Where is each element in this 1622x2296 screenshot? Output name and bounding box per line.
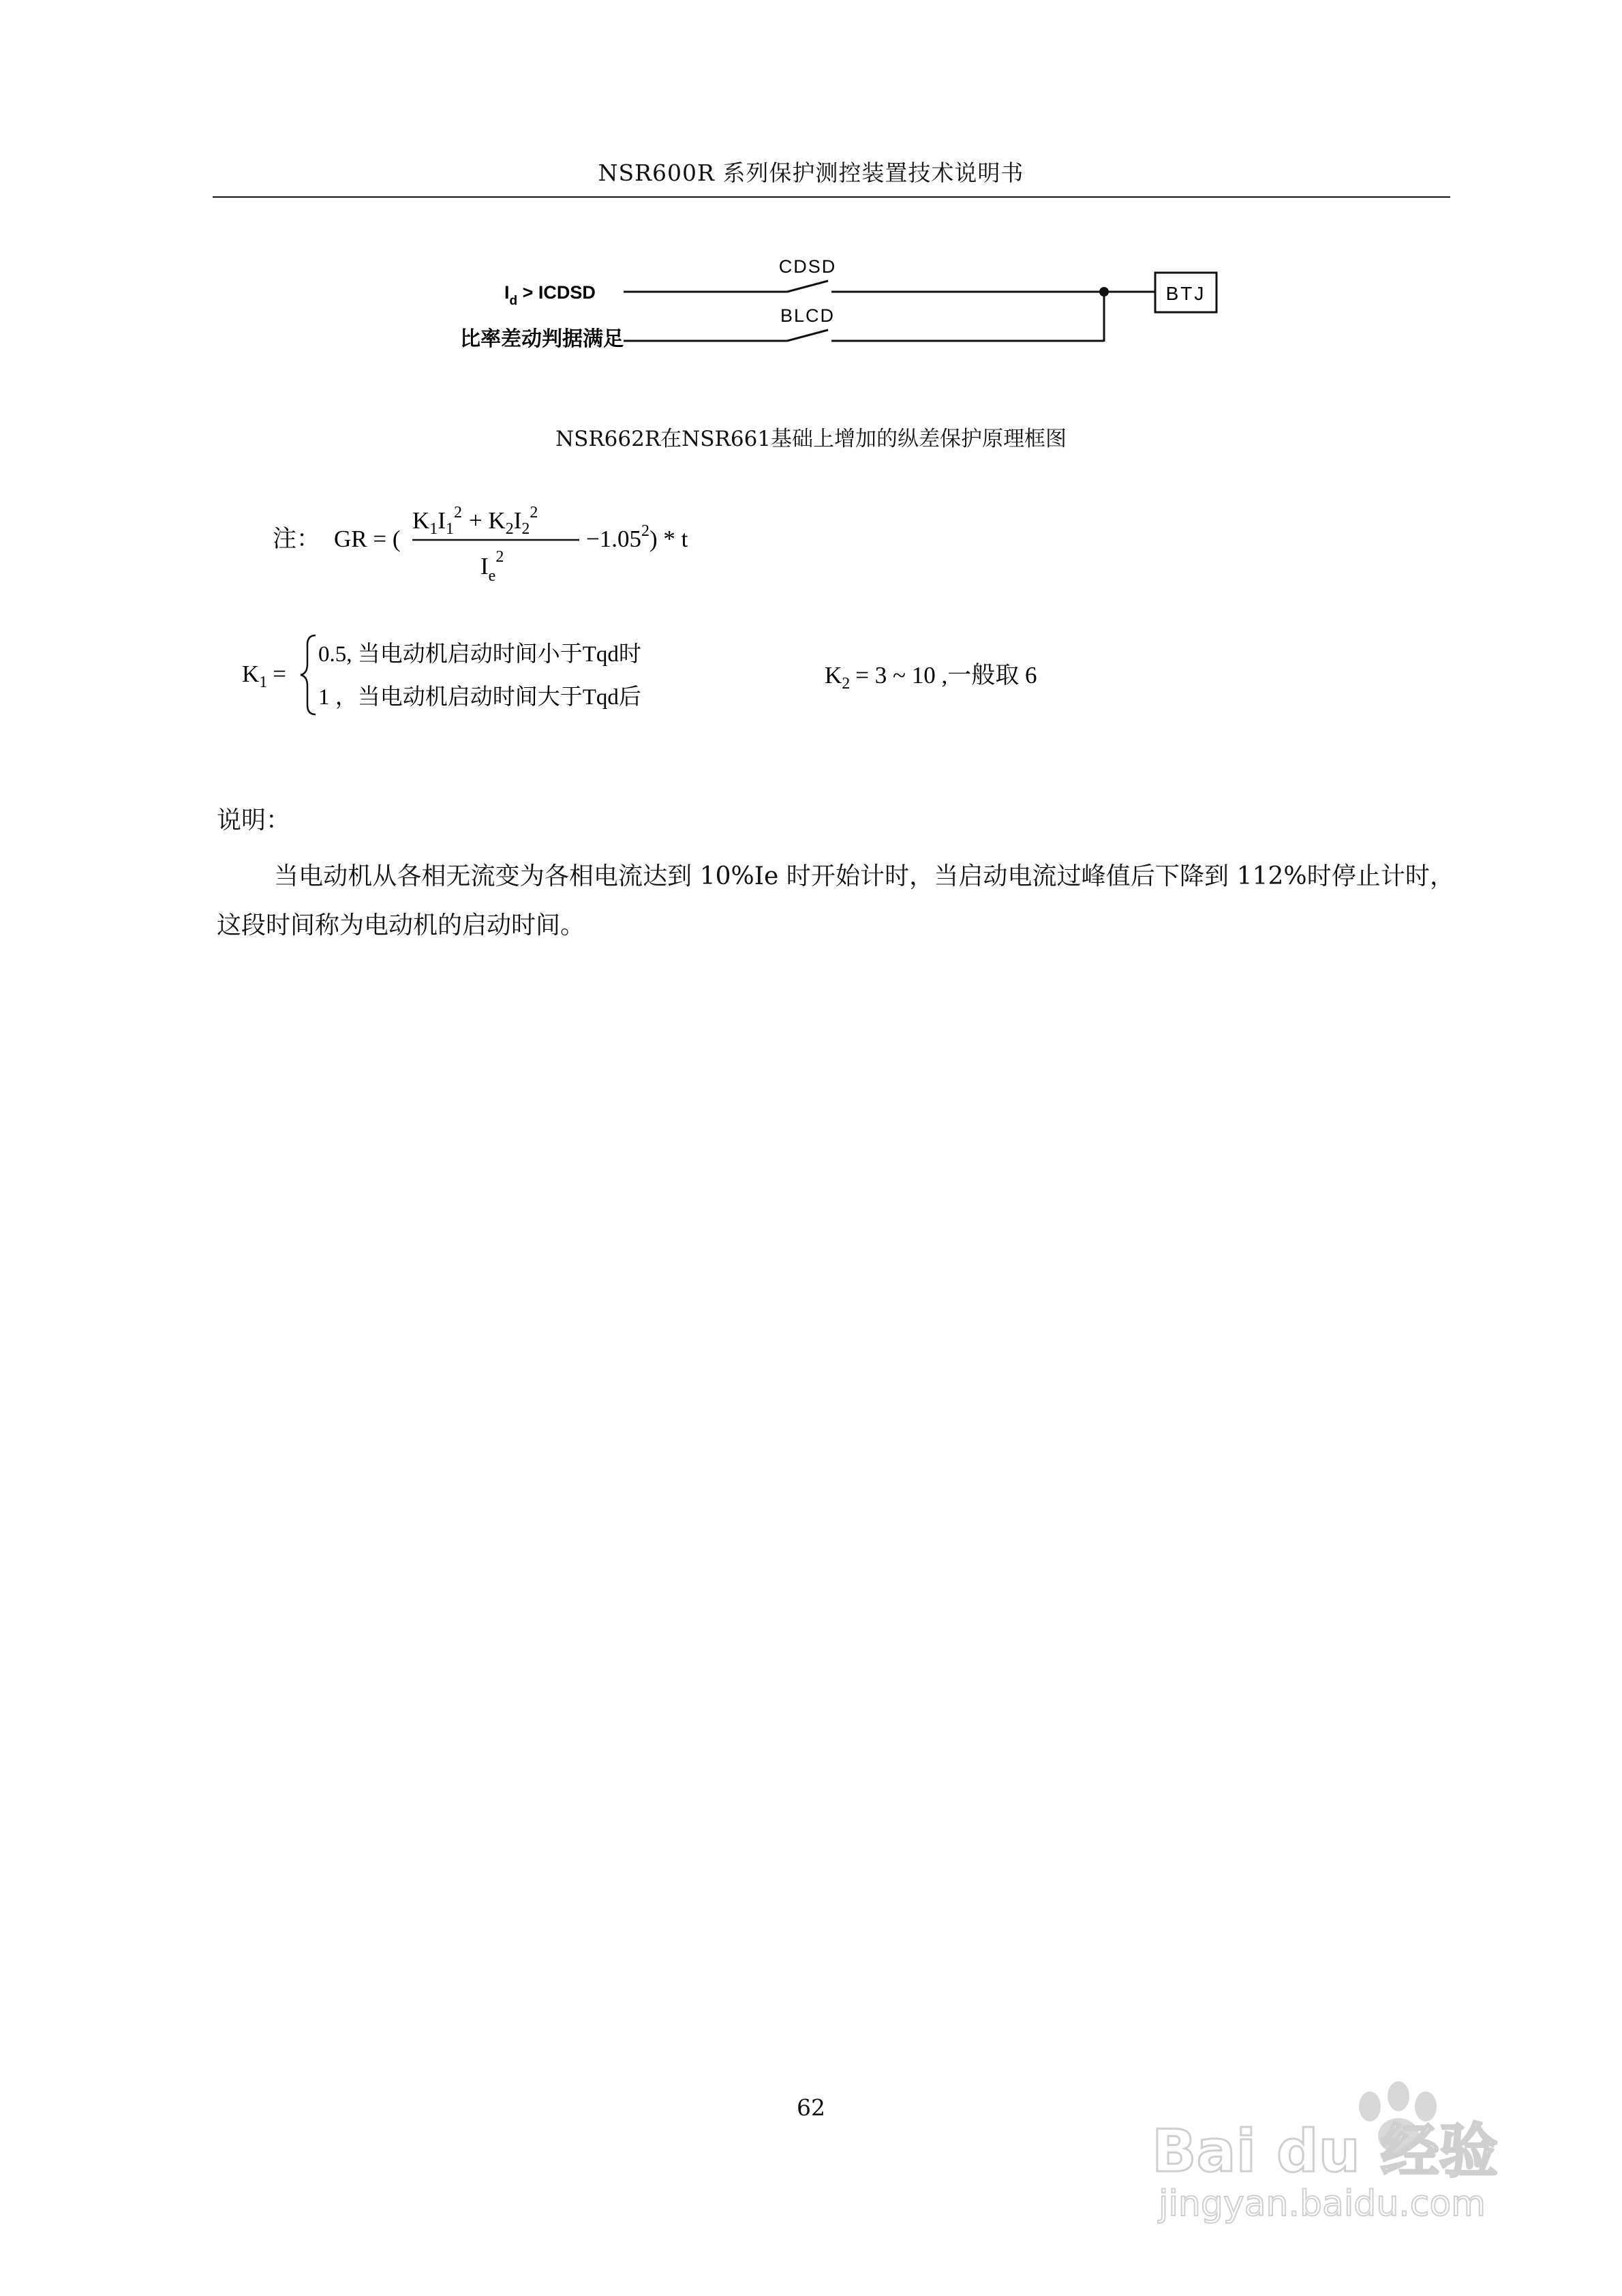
switch-1-blade <box>787 281 828 292</box>
watermark-brand: Bai du 经验 <box>1152 2117 1498 2186</box>
formula-numerator: $K_1I_1^2 + K_2I_2^2$ <box>412 504 538 538</box>
explanation-label: 说明： <box>217 806 291 834</box>
switch-2-label: BLCD <box>780 305 836 326</box>
input-2-label: 比率差动判据满足 <box>460 328 624 350</box>
k1-brace <box>301 635 316 714</box>
explanation-paragraph: 当电动机从各相无流变为各相电流达到 10%Ie 时开始计时，当启动电流过峰值后下降到 112%时停止计时，这段时间称为电动机的启动时间。 <box>217 862 1454 939</box>
output-label: BTJ <box>1165 283 1206 304</box>
baidu-jingyan-watermark <box>1145 2076 1554 2226</box>
k1-case-1: 0.5, 当电动机启动时间小于Tqd时 <box>318 642 641 667</box>
k2-definition: $K_2 = 3$ ~ 10 ,一般取 6 <box>825 662 1037 693</box>
watermark-url: jingyan.baidu.com <box>1159 2184 1486 2224</box>
formula-lhs: GR = ( <box>334 526 401 552</box>
input-1-label: $I_d$ > ICDSD <box>504 282 596 308</box>
protection-logic-diagram <box>382 245 1268 368</box>
header-rule <box>213 196 1450 198</box>
page-number: 62 <box>797 2094 825 2121</box>
diagram-caption: NSR662R在NSR661基础上增加的纵差保护原理框图 <box>555 427 1067 451</box>
switch-2-blade <box>787 330 828 341</box>
k1-case-2: 1 ，当电动机启动时间大于Tqd后 <box>318 685 641 710</box>
formula-denominator: $I_e^2$ <box>480 548 504 585</box>
gr-formula <box>273 498 818 607</box>
switch-1-label: CDSD <box>778 256 837 277</box>
page-header-title: NSR600R 系列保护测控装置技术说明书 <box>598 160 1024 186</box>
k1-name: $K_1$ = <box>242 661 287 691</box>
k-coefficients <box>242 627 1128 723</box>
formula-tail: $-1.05^2) * t$ <box>586 522 688 552</box>
formula-label: 注： <box>273 526 321 552</box>
